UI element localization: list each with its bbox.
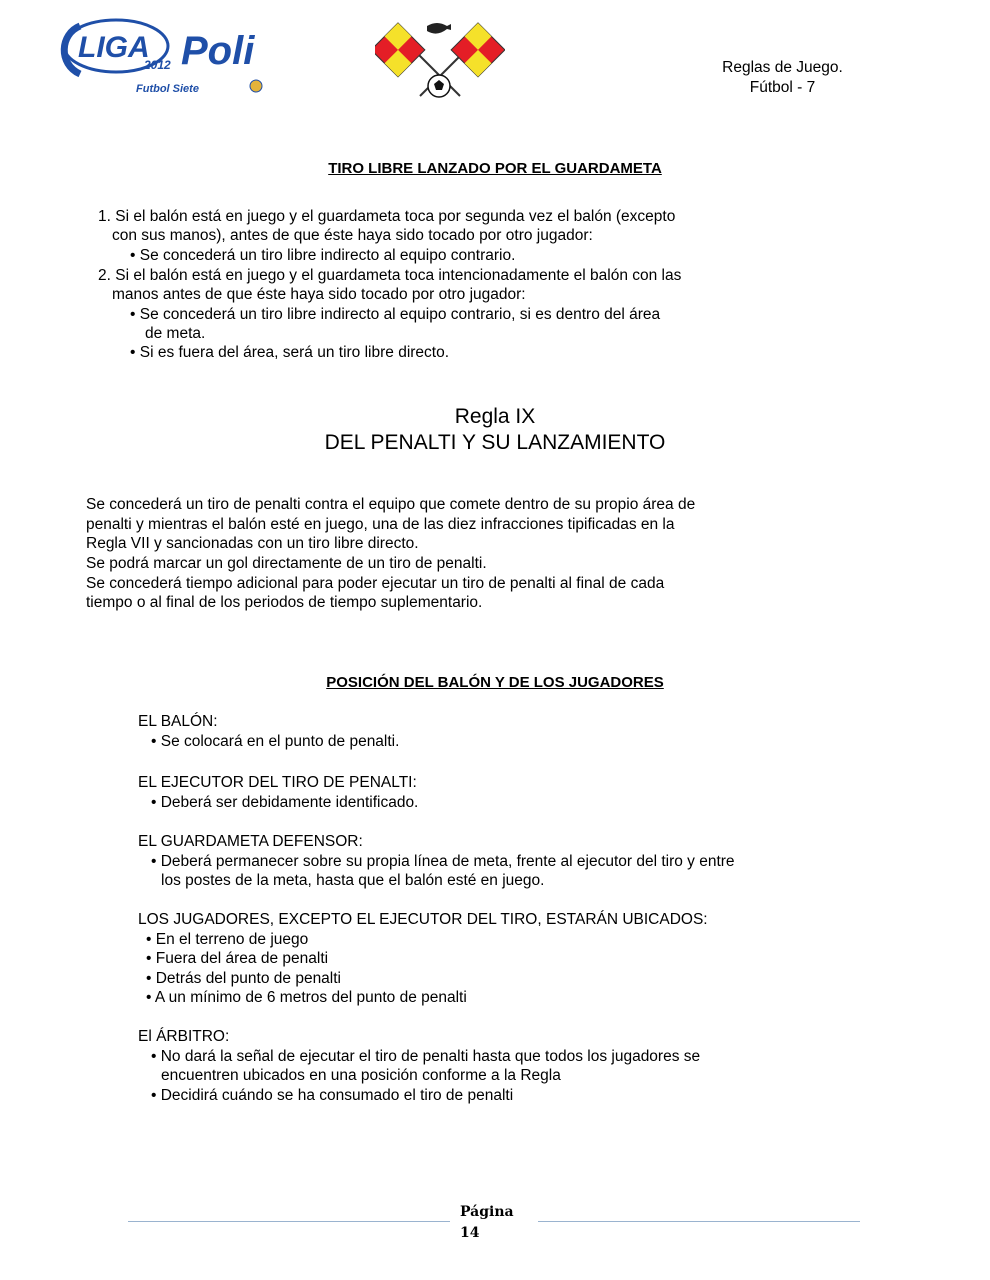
list-item: • Se concederá un tiro libre indirecto al equipo contrario, si es dentro del área (130, 306, 661, 323)
list-item: • Deberá permanecer sobre su propia línea de meta, frente al ejecutor del tiro y entre (151, 853, 735, 870)
list-item: • Detrás del punto de penalti (146, 970, 341, 987)
subheading: EL EJECUTOR DEL TIRO DE PENALTI: (138, 774, 417, 791)
list-item: encuentren ubicados en una posición conforme a la Regla (161, 1067, 561, 1084)
subheading: EL GUARDAMETA DEFENSOR: (138, 833, 363, 850)
rule-number: Regla IX (454, 405, 536, 428)
list-item: 2. Si el balón está en juego y el guardameta toca intencionadamente el balón con las (98, 267, 682, 284)
footer-rule-right (538, 1221, 860, 1222)
list-item: • Decidirá cuándo se ha consumado el tiro de penalti (151, 1087, 514, 1104)
section-heading-free-kick: TIRO LIBRE LANZADO POR EL GUARDAMETA (328, 160, 662, 177)
list-item: • No dará la señal de ejecutar el tiro de penalti hasta que todos los jugadores se (151, 1048, 701, 1065)
page-label: Página (460, 1204, 514, 1220)
subheading: EL BALÓN: (138, 713, 218, 730)
paragraph-line: Regla VII y sancionadas con un tiro libre directo. (86, 535, 419, 552)
header-title-line2: Fútbol - 7 (749, 79, 816, 96)
section-heading-positions: POSICIÓN DEL BALÓN Y DE LOS JUGADORES (326, 674, 664, 691)
page-number-block (460, 1202, 514, 1244)
paragraph-line: Se concederá tiempo adicional para poder ejecutar un tiro de penalti al final de cada (86, 575, 665, 592)
logo-year-text: 2012 (144, 58, 171, 72)
list-item: de meta. (145, 325, 206, 342)
paragraph-line: Se concederá un tiro de penalti contra el equipo que comete dentro de su propio área de (86, 496, 696, 513)
list-item: • A un mínimo de 6 metros del punto de penalti (146, 989, 467, 1006)
referee-flags-icon (375, 18, 505, 103)
subheading: El ÁRBITRO: (138, 1028, 230, 1045)
logo-poli-text: Poli (181, 29, 255, 73)
list-item: • Se colocará en el punto de penalti. (151, 733, 400, 750)
logo-sub-text: Futbol Siete (136, 83, 199, 95)
rule-title: DEL PENALTI Y SU LANZAMIENTO (324, 431, 666, 454)
list-item: los postes de la meta, hasta que el balón esté en juego. (161, 872, 545, 889)
header-title (700, 58, 865, 98)
list-item: • En el terreno de juego (146, 931, 309, 948)
list-item: • Se concederá un tiro libre indirecto al equipo contrario. (130, 247, 516, 264)
header-title-line1: Reglas de Juego. (722, 59, 843, 76)
paragraph-line: tiempo o al final de los periodos de tiempo suplementario. (86, 594, 483, 611)
list-item: • Fuera del área de penalti (146, 950, 329, 967)
league-logo (58, 12, 283, 102)
subheading: LOS JUGADORES, EXCEPTO EL EJECUTOR DEL TIRO, ESTARÁN UBICADOS: (138, 911, 708, 928)
list-item: • Deberá ser debidamente identificado. (151, 794, 419, 811)
footer-rule-left (128, 1221, 450, 1222)
list-item: manos antes de que éste haya sido tocado por otro jugador: (112, 286, 526, 303)
logo-liga-text: LIGA (78, 31, 150, 64)
logo-graphic (58, 12, 283, 102)
paragraph-line: penalti y mientras el balón esté en juego, una de las diez infracciones tipificadas en la (86, 516, 675, 533)
paragraph-line: Se podrá marcar un gol directamente de un tiro de penalti. (86, 555, 487, 572)
list-item: • Si es fuera del área, será un tiro libre directo. (130, 344, 450, 361)
list-item: con sus manos), antes de que éste haya sido tocado por otro jugador: (112, 227, 593, 244)
list-item: 1. Si el balón está en juego y el guardameta toca por segunda vez el balón (excepto (98, 208, 676, 225)
page-number: 14 (460, 1225, 480, 1241)
